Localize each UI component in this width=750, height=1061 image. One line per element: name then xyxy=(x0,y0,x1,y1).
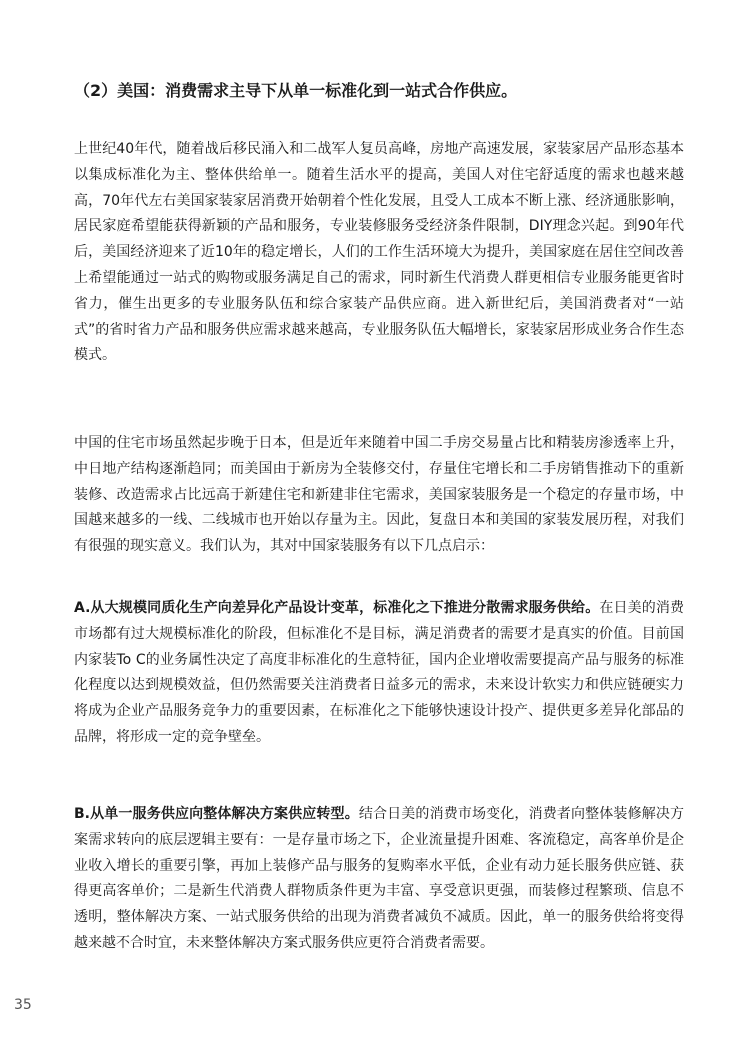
paragraph-text: 在日美的消费市场都有过大规模标准化的阶段，但标准化不是目标，满足消费者的需要才是真实的价值。目前国内家装To C的业务属性决定了高度非标准化的生意特征，国内企业增收需要提高产品与服务的标准化程度以达到规模效益，但仍然需要关注消费者日益多元的需求，未来设计软实力和供应链硬实力将成为企业产品服务竞争力的重要因素，在标准化之下能够快速设计投产、提供更多差异化部品的品牌，将形成一定的竞争壁垒。 xyxy=(74,600,684,745)
paragraph-insight-a xyxy=(74,596,684,751)
paragraph-insight-b xyxy=(74,802,684,957)
paragraph-text: 上世纪40年代，随着战后移民涌入和二战军人复员高峰，房地产高速发展，家装家居产品形态基本以集成标准化为主、整体供给单一。随着生活水平的提高，美国人对住宅舒适度的需求也越来越高，70年代左右美国家装家居消费开始朝着个性化发展，且受人工成本不断上涨、经济通胀影响，居民家庭希望能获得新颖的产品和服务，专业装修服务受经济条件限制，DIY理念兴起。到90年代后，美国经济迎来了近10年的稳定增长，人们的工作生活环境大为提升，美国家庭在居住空间改善上希望能通过一站式的购物或服务满足自己的需求，同时新生代消费人群更相信专业服务能更省时省力，催生出更多的专业服务队伍和综合家装产品供应商。进入新世纪后，美国消费者对“一站式”的省时省力产品和服务供应需求越来越高，专业服务队伍大幅增长，家装家居形成业务合作生态模式。 xyxy=(74,141,684,364)
paragraph-china-comparison xyxy=(74,431,684,560)
paragraph-lead: A.从大规模同质化生产向差异化产品设计变革，标准化之下推进分散需求服务供给。 xyxy=(74,600,600,616)
page-number: 35 xyxy=(14,997,32,1013)
section-heading: （2）美国：消费需求主导下从单一标准化到一站式合作供应。 xyxy=(74,81,518,100)
paragraph-us-history xyxy=(74,137,684,369)
paragraph-text: 结合日美的消费市场变化，消费者向整体装修解决方案需求转向的底层逻辑主要有：一是存量市场之下，企业流量提升困难、客流稳定，高客单价是企业收入增长的重要引擎，再加上装修产品与服务的复购率水平低，企业有动力延长服务供应链、获得更高客单价；二是新生代消费人群物质条件更为丰富、享受意识更强，而装修过程繁琐、信息不透明，整体解决方案、一站式服务供给的出现为消费者减负不减质。因此，单一的服务供给将变得越来越不合时宜，未来整体解决方案式服务供应更符合消费者需要。 xyxy=(74,806,685,951)
paragraph-text: 中国的住宅市场虽然起步晚于日本，但是近年来随着中国二手房交易量占比和精装房渗透率上升，中日地产结构逐渐趋同；而美国由于新房为全装修交付，存量住宅增长和二手房销售推动下的重新装修、改造需求占比远高于新建住宅和新建非住宅需求，美国家装服务是一个稳定的存量市场，中国越来越多的一线、二线城市也开始以存量为主。因此，复盘日本和美国的家装发展历程，对我们有很强的现实意义。我们认为，其对中国家装服务有以下几点启示： xyxy=(74,435,684,555)
paragraph-lead: B.从单一服务供应向整体解决方案供应转型。 xyxy=(74,806,359,822)
